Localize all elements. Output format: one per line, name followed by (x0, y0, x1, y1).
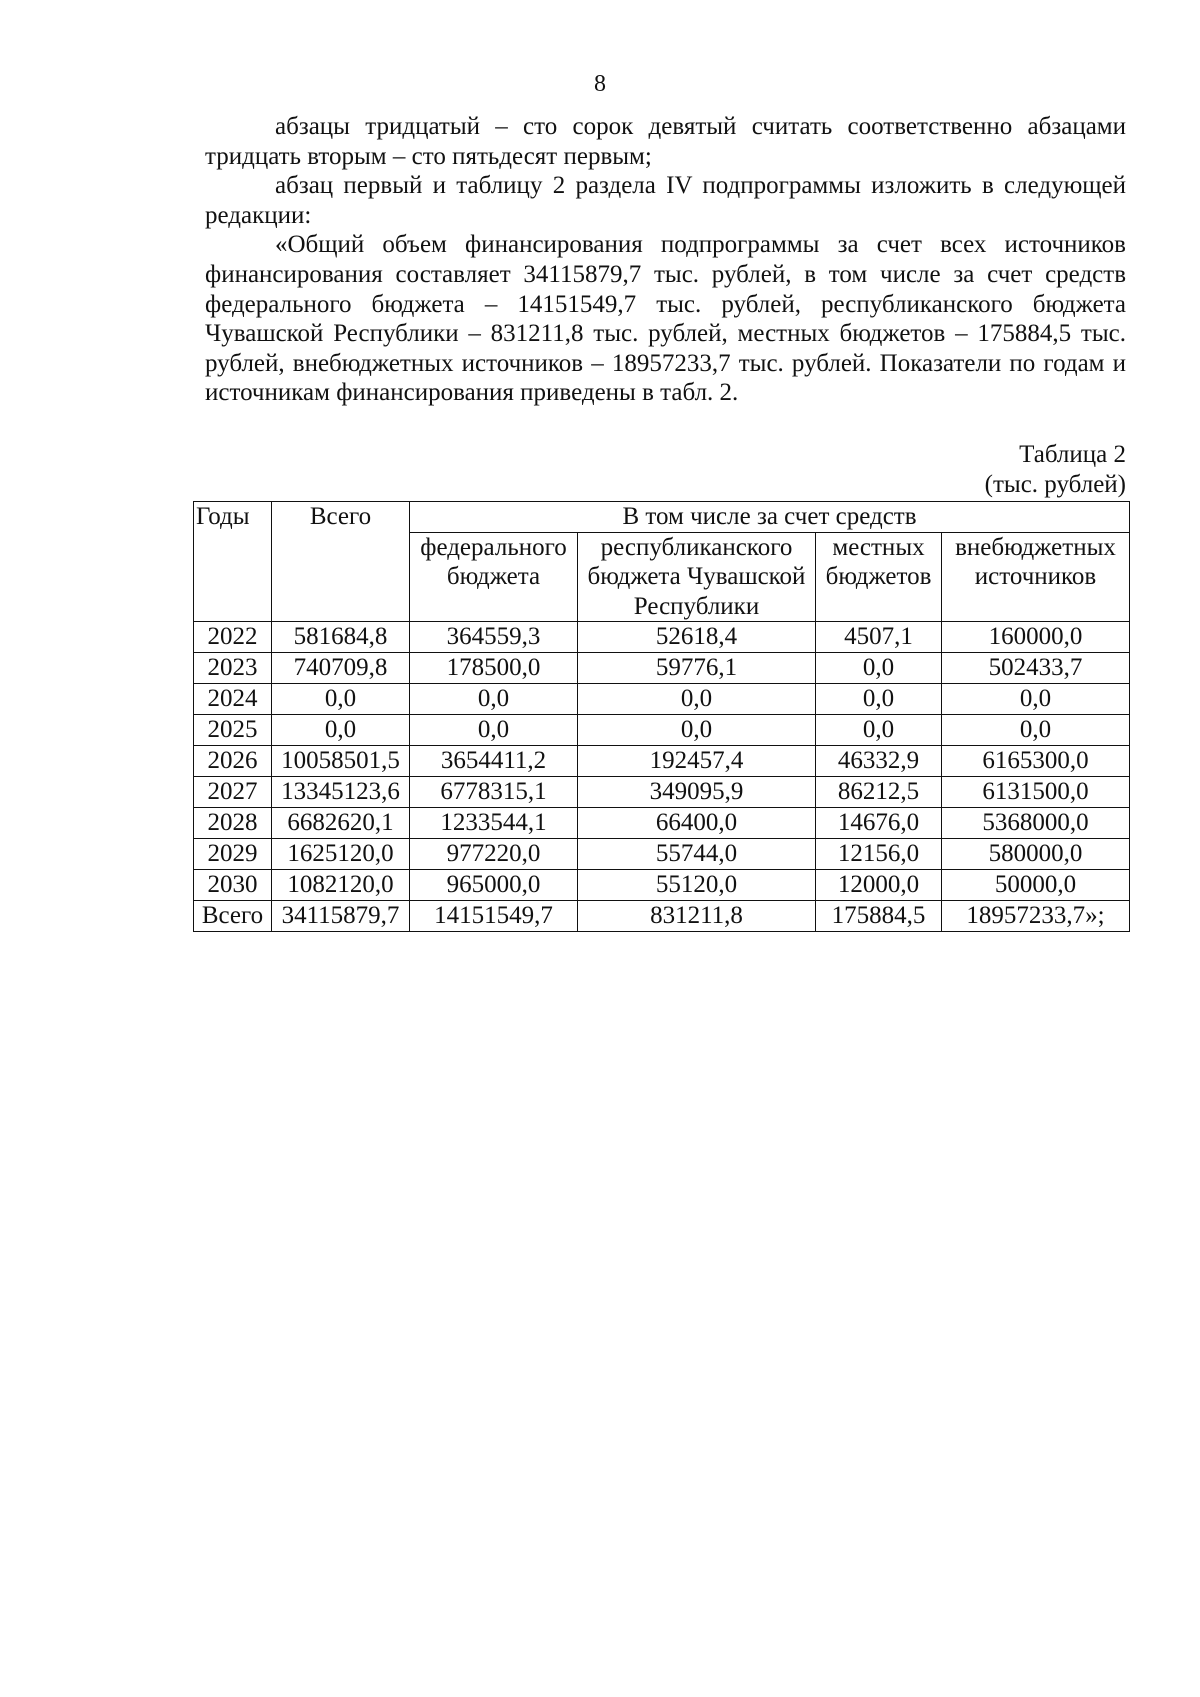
cell-local: 0,0 (816, 715, 942, 746)
header-total: Всего (272, 502, 410, 622)
cell-republic: 349095,9 (578, 777, 816, 808)
cell-republic: 192457,4 (578, 746, 816, 777)
page-number: 8 (594, 71, 606, 97)
cell-republic: 59776,1 (578, 653, 816, 684)
cell-year: 2028 (194, 808, 272, 839)
cell-republic: 55120,0 (578, 870, 816, 901)
cell-federal: 977220,0 (410, 839, 578, 870)
cell-total: 1082120,0 (272, 870, 410, 901)
table-units: (тыс. рублей) (984, 471, 1126, 498)
cell-local: 14676,0 (816, 808, 942, 839)
financing-table (193, 501, 1130, 932)
cell-total: 740709,8 (272, 653, 410, 684)
cell-republic: 0,0 (578, 684, 816, 715)
header-group: В том числе за счет средств (410, 502, 1130, 533)
table-row (194, 653, 1130, 684)
cell-total: 581684,8 (272, 622, 410, 653)
cell-local: 12000,0 (816, 870, 942, 901)
paragraph-3: «Общий объем финансирования подпрограммы за счет всех источников финансирования составляет 34115879,7 тыс. рублей, в том числе за счет средств федерального бюджета – 14151549,7 тыс. рублей, республиканского бюджета Чувашской Республики – 831211,8 тыс. рублей, местных бюджетов – 175884,5 тыс. рублей, внебюджетных источников – 18957233,7 тыс. рублей. Показатели по годам и источникам финансирования приведены в табл. 2. (205, 231, 1126, 407)
cell-republic: 55744,0 (578, 839, 816, 870)
cell-federal: 3654411,2 (410, 746, 578, 777)
cell-year: 2029 (194, 839, 272, 870)
cell-local: 0,0 (816, 684, 942, 715)
table-row (194, 870, 1130, 901)
cell-extra: 6131500,0 (942, 777, 1130, 808)
cell-republic: 831211,8 (578, 901, 816, 932)
header-extra: внебюджетных источников (942, 532, 1130, 622)
cell-extra: 0,0 (942, 684, 1130, 715)
header-federal: федерального бюджета (410, 532, 578, 622)
cell-total: 10058501,5 (272, 746, 410, 777)
cell-extra: 0,0 (942, 715, 1130, 746)
cell-total: 6682620,1 (272, 808, 410, 839)
table-caption: Таблица 2 (1019, 441, 1126, 468)
cell-extra: 580000,0 (942, 839, 1130, 870)
table-row (194, 808, 1130, 839)
paragraph-2: абзац первый и таблицу 2 раздела IV подпрограммы изложить в следующей редакции: (205, 172, 1126, 229)
cell-extra: 50000,0 (942, 870, 1130, 901)
header-local: местных бюджетов (816, 532, 942, 622)
cell-year: 2027 (194, 777, 272, 808)
table-row (194, 839, 1130, 870)
cell-year: Всего (194, 901, 272, 932)
cell-federal: 364559,3 (410, 622, 578, 653)
cell-federal: 178500,0 (410, 653, 578, 684)
cell-federal: 14151549,7 (410, 901, 578, 932)
cell-year: 2022 (194, 622, 272, 653)
cell-total: 0,0 (272, 684, 410, 715)
table-row (194, 684, 1130, 715)
cell-extra: 502433,7 (942, 653, 1130, 684)
cell-local: 4507,1 (816, 622, 942, 653)
cell-republic: 66400,0 (578, 808, 816, 839)
table-row (194, 777, 1130, 808)
cell-local: 175884,5 (816, 901, 942, 932)
cell-federal: 965000,0 (410, 870, 578, 901)
cell-extra: 6165300,0 (942, 746, 1130, 777)
cell-federal: 0,0 (410, 715, 578, 746)
cell-total: 1625120,0 (272, 839, 410, 870)
cell-total: 34115879,7 (272, 901, 410, 932)
cell-year: 2024 (194, 684, 272, 715)
cell-year: 2025 (194, 715, 272, 746)
cell-extra: 5368000,0 (942, 808, 1130, 839)
table-row (194, 622, 1130, 653)
cell-federal: 6778315,1 (410, 777, 578, 808)
cell-local: 0,0 (816, 653, 942, 684)
document-body (205, 112, 1126, 408)
table-row-total (194, 901, 1130, 932)
cell-republic: 52618,4 (578, 622, 816, 653)
cell-year: 2023 (194, 653, 272, 684)
cell-local: 86212,5 (816, 777, 942, 808)
cell-total: 0,0 (272, 715, 410, 746)
cell-republic: 0,0 (578, 715, 816, 746)
paragraph-1: абзацы тридцатый – сто сорок девятый считать соответственно абзацами тридцать вторым – сто пятьдесят первым; (205, 113, 1126, 170)
cell-extra: 18957233,7»; (942, 901, 1130, 932)
header-years: Годы (194, 502, 272, 622)
header-republic: республиканского бюджета Чувашской Республики (578, 532, 816, 622)
cell-year: 2026 (194, 746, 272, 777)
table-row (194, 715, 1130, 746)
table-row (194, 746, 1130, 777)
cell-federal: 1233544,1 (410, 808, 578, 839)
cell-local: 12156,0 (816, 839, 942, 870)
cell-local: 46332,9 (816, 746, 942, 777)
cell-total: 13345123,6 (272, 777, 410, 808)
cell-federal: 0,0 (410, 684, 578, 715)
cell-extra: 160000,0 (942, 622, 1130, 653)
cell-year: 2030 (194, 870, 272, 901)
